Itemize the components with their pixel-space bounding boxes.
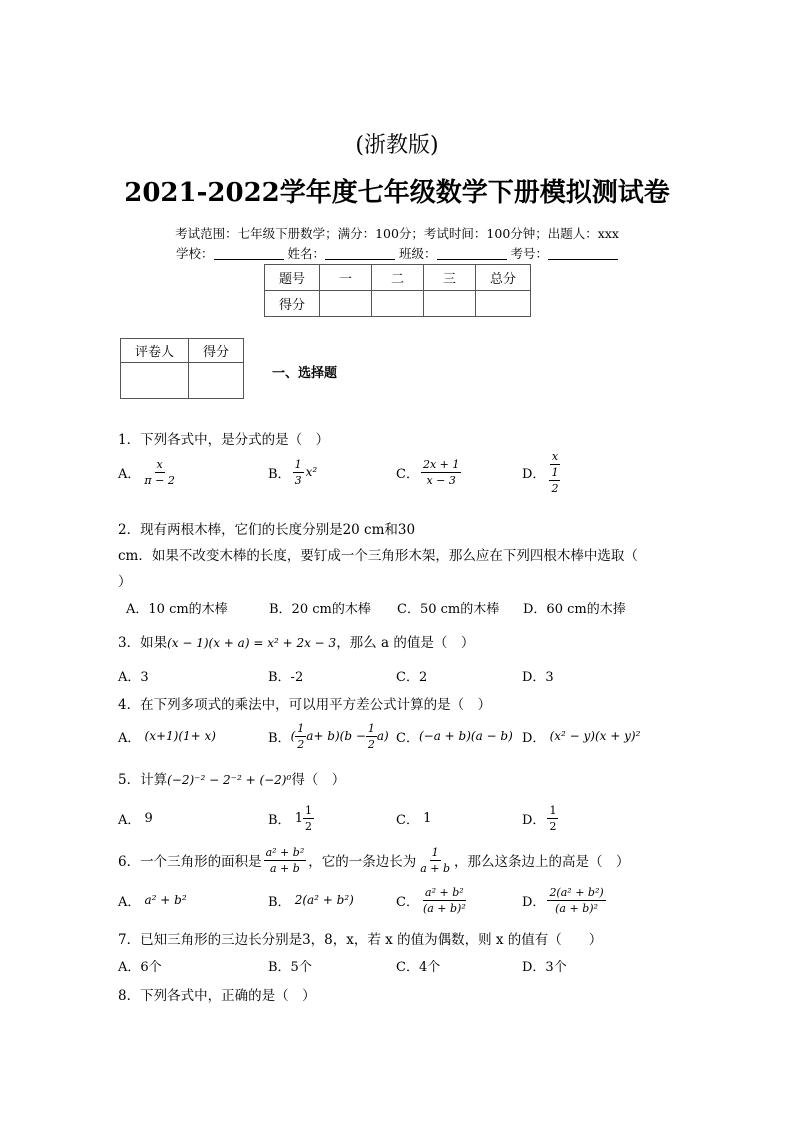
score-row-label: 得分 (265, 291, 320, 317)
section-title: 一、选择题 (272, 366, 338, 381)
student-info-line (0, 244, 794, 262)
stem-text: 6．一个三角形的面积是 (118, 854, 262, 870)
value: 9 (144, 810, 153, 826)
fraction (421, 886, 468, 915)
edition-label: (浙教版) (355, 133, 439, 158)
question-1-stem: 1．下列各式中，是分式的是（ ） (118, 432, 330, 448)
fraction (366, 722, 377, 751)
numerator: a² + b² (265, 845, 305, 859)
question-7-options (118, 956, 718, 975)
score-header-question: 题号 (265, 265, 320, 291)
option-label: B． (268, 812, 291, 828)
numerator: x (156, 457, 163, 471)
denominator: 2 (367, 737, 375, 751)
stem-text: 5．计算 (118, 772, 168, 788)
option-b[interactable] (268, 891, 396, 910)
exam-no-blank[interactable] (548, 247, 618, 260)
option-label: B． (268, 894, 291, 910)
question-2-stem-line3: ） (118, 574, 132, 590)
option-label: A． (118, 466, 141, 482)
option-label: D． (522, 894, 546, 910)
fraction (421, 458, 461, 487)
question-5-stem (118, 768, 345, 788)
name-blank[interactable] (325, 247, 395, 260)
option-label: A． (118, 812, 141, 828)
score-cell[interactable] (372, 291, 424, 317)
value: 1 (423, 810, 432, 826)
option-label: D． (522, 730, 546, 746)
stem-text: 3．如果 (118, 635, 168, 651)
option-label: C． (396, 812, 419, 828)
option-a[interactable]: A．3 (118, 670, 149, 685)
fraction (142, 458, 176, 487)
option-d[interactable]: D．3个 (522, 960, 567, 975)
option-c[interactable] (396, 886, 522, 915)
grader-header: 评卷人 (121, 339, 189, 363)
score-table (264, 264, 531, 317)
option-d[interactable] (522, 886, 608, 915)
numerator: 1 (549, 803, 557, 817)
numerator: 1 (297, 721, 305, 735)
question-5-options (118, 798, 718, 838)
score-cell[interactable] (320, 291, 372, 317)
class-blank[interactable] (437, 247, 507, 260)
fraction (264, 846, 307, 875)
question-3-stem (118, 631, 474, 651)
class-label: 班级： (398, 246, 437, 261)
denominator: 2 (304, 819, 312, 833)
expression: ( (290, 729, 296, 743)
option-a[interactable]: A．6个 (118, 960, 162, 975)
numerator: 1 (431, 845, 439, 859)
option-label: C． (396, 466, 419, 482)
mixed-whole: 1 (294, 810, 303, 826)
option-label: D． (522, 812, 546, 828)
equation: (x − 1)(x + a) = x² + 2x − 3 (167, 636, 337, 650)
denominator: 3 (294, 473, 302, 487)
denominator: π − 2 (144, 473, 175, 487)
option-c[interactable] (396, 458, 522, 487)
denominator: 2 (551, 481, 559, 495)
denominator: a + b (420, 861, 451, 875)
option-c[interactable]: C．2 (396, 670, 428, 685)
question-8-stem: 8．下列各式中，正确的是（ ） (118, 988, 316, 1004)
denominator: (a + b)² (422, 901, 466, 915)
question-3-options (118, 666, 718, 685)
fraction (295, 722, 306, 751)
stem-text: ，那么这条边上的高是（ ） (454, 854, 630, 870)
fraction (547, 886, 605, 915)
option-a[interactable] (118, 458, 268, 487)
stem-text: ，那么 a 的值是（ ） (336, 635, 475, 651)
question-2-options (126, 598, 726, 617)
option-c[interactable] (396, 809, 522, 828)
numerator: x (551, 449, 559, 463)
fraction (293, 458, 304, 487)
option-c[interactable] (396, 727, 522, 746)
option-b[interactable] (268, 804, 396, 833)
question-4-stem: 4．在下列多项式的乘法中，可以用平方差公式计算的是（ ） (118, 697, 492, 713)
question-4-options (118, 716, 738, 756)
expression: (−a + b)(a − b) (418, 729, 513, 743)
denominator: a + b (270, 861, 300, 875)
grader-table (120, 338, 244, 399)
fraction (303, 804, 314, 833)
stem-text: 得（ ） (291, 772, 346, 788)
numerator: 1 (304, 803, 312, 817)
grader-score-cell[interactable] (189, 363, 244, 399)
numerator: 1 (551, 465, 559, 479)
option-a[interactable] (118, 891, 268, 910)
score-header-3: 三 (424, 265, 476, 291)
question-6-options (118, 880, 738, 920)
option-label: C． (396, 730, 419, 746)
option-label: B． (268, 730, 291, 746)
score-header-2: 二 (372, 265, 424, 291)
option-c[interactable]: C．4个 (396, 960, 441, 975)
exam-no-label: 考号： (510, 246, 548, 261)
numerator: a² + b² (425, 885, 464, 899)
expression: a² + b² (144, 893, 187, 907)
option-label: D． (522, 466, 546, 482)
option-c[interactable]: C．50 cm的木棒 (397, 602, 500, 617)
denominator: 2 (297, 737, 305, 751)
sub-fraction (549, 466, 560, 495)
numerator: 1 (294, 457, 302, 471)
denominator (547, 465, 562, 495)
expression: (x+1)(1+ x) (144, 729, 216, 743)
option-d[interactable]: D．60 cm的木捧 (523, 602, 626, 617)
exam-title: 2021-2022学年度七年级数学下册模拟测试卷 (124, 178, 670, 208)
score-cell[interactable] (476, 291, 531, 317)
school-label: 学校： (175, 246, 214, 261)
question-6-stem (118, 840, 630, 880)
fraction (547, 804, 558, 833)
option-d[interactable] (522, 450, 564, 495)
denominator: x − 3 (426, 473, 456, 487)
complex-fraction (547, 450, 562, 495)
expression: a) (376, 729, 389, 743)
grader-cell[interactable] (121, 363, 189, 399)
option-label: A． (118, 730, 141, 746)
option-b[interactable] (268, 722, 396, 751)
question-1-options (118, 449, 718, 495)
expression: (−2)⁻² − 2⁻² + (−2)⁰ (167, 773, 292, 787)
name-label: 姓名： (287, 246, 325, 261)
option-a[interactable] (118, 727, 268, 746)
stem-text: ，它的一条边长为 (308, 854, 417, 870)
expression: a+ b)(b − (306, 729, 366, 743)
option-d[interactable]: D．3 (522, 670, 554, 685)
question-7-stem: 7．已知三角形的三边长分别是3，8，x，若 x 的值为偶数，则 x 的值有（ ） (118, 932, 603, 948)
exam-scope-line: 考试范围：七年级下册数学；满分：100分；考试时间：100分钟；出题人：xxx (175, 226, 619, 241)
option-b[interactable]: B．20 cm的木棒 (269, 602, 371, 617)
denominator: (a + b)² (555, 901, 598, 915)
term: x² (305, 465, 318, 479)
option-a[interactable] (118, 809, 268, 828)
option-label: C． (396, 894, 419, 910)
expression: (x² − y)(x + y)² (549, 729, 641, 743)
option-label: B． (268, 466, 291, 482)
score-header-total: 总分 (476, 265, 531, 291)
grader-score-header: 得分 (189, 339, 244, 363)
denominator: 2 (549, 819, 557, 833)
score-header-1: 一 (320, 265, 372, 291)
numerator: 2(a² + b²) (549, 885, 604, 899)
option-d[interactable] (522, 804, 560, 833)
numerator: 1 (367, 721, 375, 735)
question-2-stem-line2: cm．如果不改变木棒的长度，要钉成一个三角形木架，那么应在下列四根木棒中选取（ (118, 548, 638, 564)
expression: 2(a² + b²) (294, 893, 354, 907)
question-2-stem-line1: 2．现有两根木棒，它们的长度分别是20 cm和30 (118, 522, 416, 538)
option-b[interactable]: B．-2 (268, 670, 304, 685)
option-a[interactable]: A．10 cm的木棒 (126, 602, 228, 617)
fraction (418, 846, 452, 875)
option-d[interactable] (522, 727, 640, 746)
numerator: 2x + 1 (422, 457, 460, 471)
school-blank[interactable] (214, 247, 284, 260)
option-label: A． (118, 894, 141, 910)
option-b[interactable]: B．5个 (268, 960, 312, 975)
score-cell[interactable] (424, 291, 476, 317)
option-b[interactable] (268, 458, 396, 487)
